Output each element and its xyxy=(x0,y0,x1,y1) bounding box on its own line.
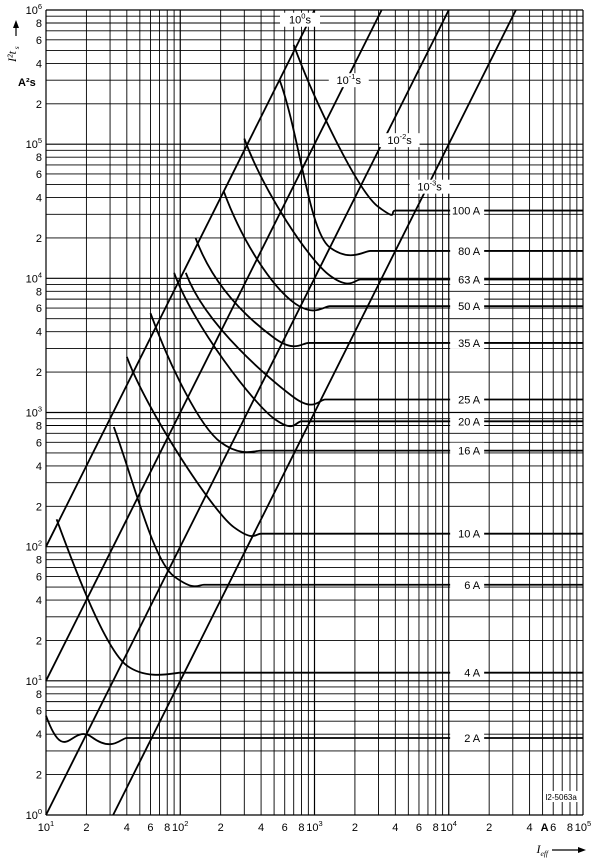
time-line-label: $10^{-3}s$ xyxy=(417,178,442,194)
y-tick-label: $10^1$ xyxy=(25,672,42,688)
x-tick-label: 4 xyxy=(526,822,533,834)
current-curve xyxy=(57,519,583,675)
y-tick-label: $10^4$ xyxy=(25,270,42,286)
y-tick-label: 8 xyxy=(35,286,42,299)
y-tick-label: 2 xyxy=(35,769,42,782)
x-axis-arrow-icon xyxy=(578,847,586,853)
y-tick-label: $10^5$ xyxy=(25,136,42,152)
current-curve xyxy=(186,273,583,405)
y-tick-label: 2 xyxy=(35,501,42,514)
x-axis-title: $I_{eff}$ xyxy=(536,842,548,858)
curve-label: 2 A xyxy=(464,732,481,745)
time-line-label: $10^{-2}s$ xyxy=(387,132,412,148)
y-tick-label: 6 xyxy=(35,168,42,181)
curve-label: 100 A xyxy=(452,205,481,218)
y-tick-label: 4 xyxy=(35,58,42,71)
curve-label: 25 A xyxy=(458,394,481,407)
curve-label: 35 A xyxy=(458,337,481,350)
x-tick-label: 2 xyxy=(83,822,90,834)
y-tick-label: 8 xyxy=(35,688,42,701)
curve-label: 20 A xyxy=(458,416,481,429)
x-tick-label: 4 xyxy=(123,822,130,834)
y-tick-label: 6 xyxy=(35,437,42,450)
x-tick-label: 6 xyxy=(550,822,557,834)
x-tick-label: $10^5$ xyxy=(574,819,592,834)
y-axis-unit: A²s xyxy=(18,77,36,89)
x-tick-label: $10^1$ xyxy=(37,819,55,834)
curve-label: 16 A xyxy=(458,445,481,458)
x-tick-label: 2 xyxy=(217,822,224,834)
y-tick-label: 6 xyxy=(35,705,42,718)
y-tick-label: $10^2$ xyxy=(25,538,42,554)
y-tick-label: 6 xyxy=(35,34,42,47)
y-axis-title: I²t $_s$ xyxy=(5,46,21,62)
x-tick-label: $10^4$ xyxy=(440,819,457,834)
y-tick-label: 4 xyxy=(35,460,42,473)
y-tick-label: 8 xyxy=(35,420,42,433)
x-tick-label: 2 xyxy=(486,822,493,834)
x-tick-label: $10^3$ xyxy=(306,819,323,834)
y-tick-label: 8 xyxy=(35,152,42,165)
y-tick-label: 4 xyxy=(35,192,42,205)
x-tick-label: 6 xyxy=(147,822,154,834)
y-tick-label: 2 xyxy=(35,635,42,648)
y-tick-label: 8 xyxy=(35,554,42,567)
y-tick-label: 4 xyxy=(35,326,42,339)
x-tick-label: 8 xyxy=(432,822,439,834)
y-tick-label: $10^0$ xyxy=(25,807,42,822)
y-tick-label: 2 xyxy=(35,367,42,380)
y-tick-label: 4 xyxy=(35,729,42,742)
time-line-label: $10^0s$ xyxy=(289,11,311,27)
y-tick-label: 2 xyxy=(35,232,42,245)
y-tick-label: 6 xyxy=(35,571,42,584)
x-tick-label: 6 xyxy=(415,822,423,834)
x-tick-label: 4 xyxy=(258,822,265,834)
y-tick-label: $10^3$ xyxy=(25,404,42,420)
time-line-label: $10^{-1}s$ xyxy=(336,72,361,88)
x-tick-label: 6 xyxy=(281,822,288,834)
curve-label: 50 A xyxy=(458,301,481,314)
figure-code: I2-5063a xyxy=(545,793,577,802)
curve-label: 4 A xyxy=(464,667,481,680)
y-tick-label: 2 xyxy=(35,98,42,111)
curve-label: 80 A xyxy=(458,245,481,258)
labels-layer xyxy=(5,2,591,858)
current-curve xyxy=(280,80,583,255)
y-tick-label: 4 xyxy=(35,595,42,608)
x-axis-unit: A xyxy=(540,822,549,834)
x-tick-label: 8 xyxy=(298,822,305,834)
x-tick-label: 2 xyxy=(351,822,358,834)
x-tick-label: $10^2$ xyxy=(172,819,189,834)
y-tick-label: 8 xyxy=(35,18,42,31)
curve-label: 10 A xyxy=(458,528,481,541)
x-tick-label: 8 xyxy=(164,822,171,834)
y-tick-label: $10^6$ xyxy=(25,2,42,17)
current-curve xyxy=(150,313,583,452)
curve-label: 6 A xyxy=(464,579,481,592)
y-tick-label: 6 xyxy=(35,303,42,316)
y-axis-arrow-icon xyxy=(13,20,19,28)
curve-label: 63 A xyxy=(458,274,481,287)
x-tick-label: 8 xyxy=(566,822,574,834)
x-tick-label: 4 xyxy=(392,822,399,834)
